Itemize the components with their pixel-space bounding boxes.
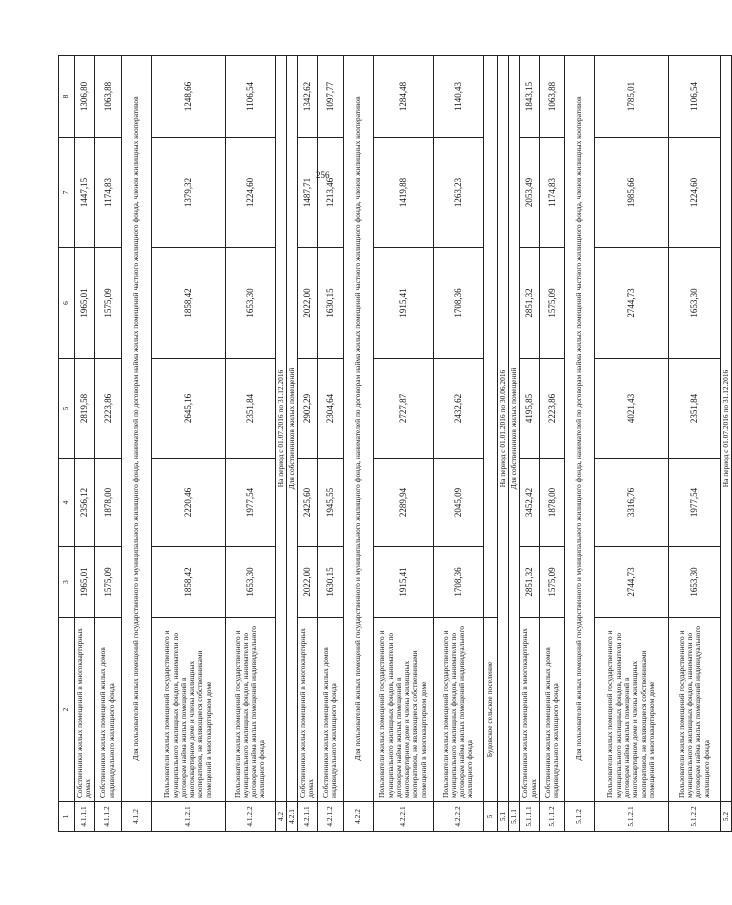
table-row [594, 56, 668, 832]
value-cell: 1224,60 [668, 138, 720, 248]
row-description: Пользователи жилых помещений государственного и муниципального жилищных фондов, наниматели по договорам найма жилых помещений индивидуального жилищного фонда [225, 618, 275, 802]
value-cell: 1487,71 [298, 138, 318, 248]
row-description: Пользователи жилых помещений государственного и муниципального жилищных фондов, наниматели по договорам найма жилых помещений в многоквартирном доме и члены жилищных кооперативов, не являющиеся собственниками помещений в многоквартирном доме [373, 618, 433, 802]
period-heading: Для собственников жилых помещений [508, 56, 519, 802]
value-cell: 2902,29 [298, 359, 318, 459]
row-description: Собственники жилых помещений жилых домов индивидуального жилищного фонда [317, 618, 343, 802]
value-cell: 1965,01 [75, 248, 95, 359]
period-heading: Для собственников жилых помещений [286, 56, 297, 802]
value-cell: 2045,09 [433, 459, 483, 547]
row-code: 4.1.2.2 [225, 802, 275, 832]
row-code: 4.1.1.2 [94, 802, 121, 832]
value-cell: 1342,62 [298, 56, 318, 138]
value-cell: 1878,00 [539, 459, 564, 547]
value-cell: 2223,86 [94, 359, 121, 459]
value-cell: 1653,30 [225, 248, 275, 359]
table-row [483, 56, 497, 832]
value-cell: 3316,76 [594, 459, 668, 547]
header-row [59, 56, 75, 832]
table-row [433, 56, 483, 832]
row-code: 4.2.2.1 [373, 802, 433, 832]
row-description: Пользователи жилых помещений государственного и муниципального жилищных фондов, наниматели по договорам найма жилых помещений в многоквартирном доме и члены жилищных кооперативов, не являющиеся собственниками помещений в многоквартирном доме [151, 618, 225, 802]
header-cell: 1 [59, 802, 75, 832]
value-cell: 1785,01 [594, 56, 668, 138]
value-cell: 1915,41 [373, 248, 433, 359]
row-code: 4.1.2.1 [151, 802, 225, 832]
value-cell: 2351,84 [225, 359, 275, 459]
row-description: Пользователи жилых помещений государственного и муниципального жилищных фондов, наниматели по договорам найма жилых помещений в многоквартирном доме и члены жилищных кооперативов, не являющиеся собственниками помещений в многоквартирном доме [594, 618, 668, 802]
value-cell: 1708,36 [433, 547, 483, 618]
value-cell: 1708,36 [433, 248, 483, 359]
row-code: 4.1.2 [121, 802, 151, 832]
value-cell: 1575,09 [539, 248, 564, 359]
header-cell: 7 [59, 138, 75, 248]
value-cell: 2022,00 [298, 547, 318, 618]
value-cell: 2819,58 [75, 359, 95, 459]
value-cell: 1379,32 [151, 138, 225, 248]
table-row [275, 56, 286, 832]
row-code: 5.1 [497, 802, 508, 832]
table-row [373, 56, 433, 832]
row-code: 4.2 [275, 802, 286, 832]
value-cell: 4195,85 [520, 359, 540, 459]
row-code: 4.2.1 [286, 802, 297, 832]
page-number: 256 [316, 170, 330, 180]
settlement-name: Будовское сельское поселение [483, 618, 497, 802]
table-row [94, 56, 121, 832]
row-code: 4.2.1.1 [298, 802, 318, 832]
value-cell: 1097,77 [317, 56, 343, 138]
value-cell: 1284,48 [373, 56, 433, 138]
value-cell: 1630,15 [317, 248, 343, 359]
table-row [497, 56, 508, 832]
table-row [564, 56, 594, 832]
value-cell: 1653,30 [668, 248, 720, 359]
value-cell: 1858,42 [151, 547, 225, 618]
table-row [298, 56, 318, 832]
table-row [508, 56, 519, 832]
value-cell: 1106,54 [225, 56, 275, 138]
value-cell: 1263,23 [433, 138, 483, 248]
row-description: Собственники жилых помещений в многоквартирных домах [298, 618, 318, 802]
table-row [151, 56, 225, 832]
row-code: 5.1.2.1 [594, 802, 668, 832]
value-cell: 1945,55 [317, 459, 343, 547]
header-cell: 4 [59, 459, 75, 547]
value-cell: 1878,00 [94, 459, 121, 547]
row-code: 4.2.2.2 [433, 802, 483, 832]
period-heading: На период с 01.07.2016 по 31.12.2016 [720, 56, 731, 802]
value-cell: 2356,12 [75, 459, 95, 547]
row-code: 5.2 [720, 802, 731, 832]
value-cell: 1140,43 [433, 56, 483, 138]
section-heading: Для пользователей жилых помещений государственного и муниципального жилищного фонда, нанимателей по договорам найма жилых помещений частного жилищного фонда, членов жилищных кооперативов [121, 56, 151, 802]
value-cell: 1858,42 [151, 248, 225, 359]
empty-cell [483, 56, 497, 618]
period-heading: На период с 01.07.2016 по 31.12.2016 [275, 56, 286, 802]
table-row [668, 56, 720, 832]
value-cell: 1965,01 [75, 547, 95, 618]
value-cell: 1843,15 [520, 56, 540, 138]
header-cell: 2 [59, 618, 75, 802]
value-cell: 1575,09 [94, 547, 121, 618]
value-cell: 1977,54 [225, 459, 275, 547]
value-cell: 1174,83 [94, 138, 121, 248]
value-cell: 1063,88 [539, 56, 564, 138]
value-cell: 2851,32 [520, 248, 540, 359]
row-code: 5.1.2 [564, 802, 594, 832]
value-cell: 1213,46 [317, 138, 343, 248]
value-cell: 1224,60 [225, 138, 275, 248]
value-cell: 1575,09 [539, 547, 564, 618]
row-description: Собственники жилых помещений жилых домов индивидуального жилищного фонда [94, 618, 121, 802]
value-cell: 2304,64 [317, 359, 343, 459]
row-code: 5.1.1.2 [539, 802, 564, 832]
table-row [317, 56, 343, 832]
table-row [720, 56, 731, 832]
value-cell: 2744,73 [594, 547, 668, 618]
table-row [343, 56, 373, 832]
value-cell: 2744,73 [594, 248, 668, 359]
row-code: 5.1.1.1 [520, 802, 540, 832]
row-description: Пользователи жилых помещений государственного и муниципального жилищных фондов, наниматели по договорам найма жилых помещений индивидуального жилищного фонда [433, 618, 483, 802]
value-cell: 2220,46 [151, 459, 225, 547]
row-code: 5.1.2.2 [668, 802, 720, 832]
row-description: Собственники жилых помещений жилых домов индивидуального жилищного фонда [539, 618, 564, 802]
value-cell: 1447,15 [75, 138, 95, 248]
value-cell: 2851,32 [520, 547, 540, 618]
row-description: Собственники жилых помещений в многоквартирных домах [75, 618, 95, 802]
value-cell: 2645,16 [151, 359, 225, 459]
value-cell: 2425,60 [298, 459, 318, 547]
section-heading: Для пользователей жилых помещений государственного и муниципального жилищного фонда, нанимателей по договорам найма жилых помещений частного жилищного фонда, членов жилищных кооперативов [343, 56, 373, 802]
value-cell: 2351,84 [668, 359, 720, 459]
section-heading: Для пользователей жилых помещений государственного и муниципального жилищного фонда, нанимателей по договорам найма жилых помещений частного жилищного фонда, членов жилищных кооперативов [564, 56, 594, 802]
header-cell: 5 [59, 359, 75, 459]
period-heading: На период с 01.01.2016 по 30.06.2016 [497, 56, 508, 802]
value-cell: 2022,00 [298, 248, 318, 359]
value-cell: 1306,80 [75, 56, 95, 138]
value-cell: 4021,43 [594, 359, 668, 459]
header-cell: 3 [59, 547, 75, 618]
value-cell: 1977,54 [668, 459, 720, 547]
header-cell: 6 [59, 248, 75, 359]
value-cell: 1653,30 [668, 547, 720, 618]
value-cell: 1174,83 [539, 138, 564, 248]
row-code: 4.2.2 [343, 802, 373, 832]
value-cell: 2727,87 [373, 359, 433, 459]
row-code: 5.1.1 [508, 802, 519, 832]
rotated-page [58, 56, 730, 832]
value-cell: 1653,30 [225, 547, 275, 618]
value-cell: 1063,88 [94, 56, 121, 138]
value-cell: 2289,94 [373, 459, 433, 547]
row-code: 4.1.1.1 [75, 802, 95, 832]
value-cell: 2053,49 [520, 138, 540, 248]
value-cell: 1106,54 [668, 56, 720, 138]
row-description: Собственники жилых помещений в многоквартирных домах [520, 618, 540, 802]
value-cell: 2432,62 [433, 359, 483, 459]
value-cell: 2223,86 [539, 359, 564, 459]
table-row [520, 56, 540, 832]
row-code: 4.2.1.2 [317, 802, 343, 832]
value-cell: 1985,66 [594, 138, 668, 248]
value-cell: 3452,42 [520, 459, 540, 547]
value-cell: 1419,88 [373, 138, 433, 248]
table-row [75, 56, 95, 832]
table-row [121, 56, 151, 832]
tariff-table [58, 55, 732, 832]
row-code: 5 [483, 802, 497, 832]
row-description: Пользователи жилых помещений государственного и муниципального жилищных фондов, наниматели по договорам найма жилых помещений индивидуального жилищного фонда [668, 618, 720, 802]
table-row [286, 56, 297, 832]
table-row [225, 56, 275, 832]
value-cell: 1575,09 [94, 248, 121, 359]
table-row [539, 56, 564, 832]
value-cell: 1630,15 [317, 547, 343, 618]
header-cell: 8 [59, 56, 75, 138]
value-cell: 1248,66 [151, 56, 225, 138]
value-cell: 1915,41 [373, 547, 433, 618]
